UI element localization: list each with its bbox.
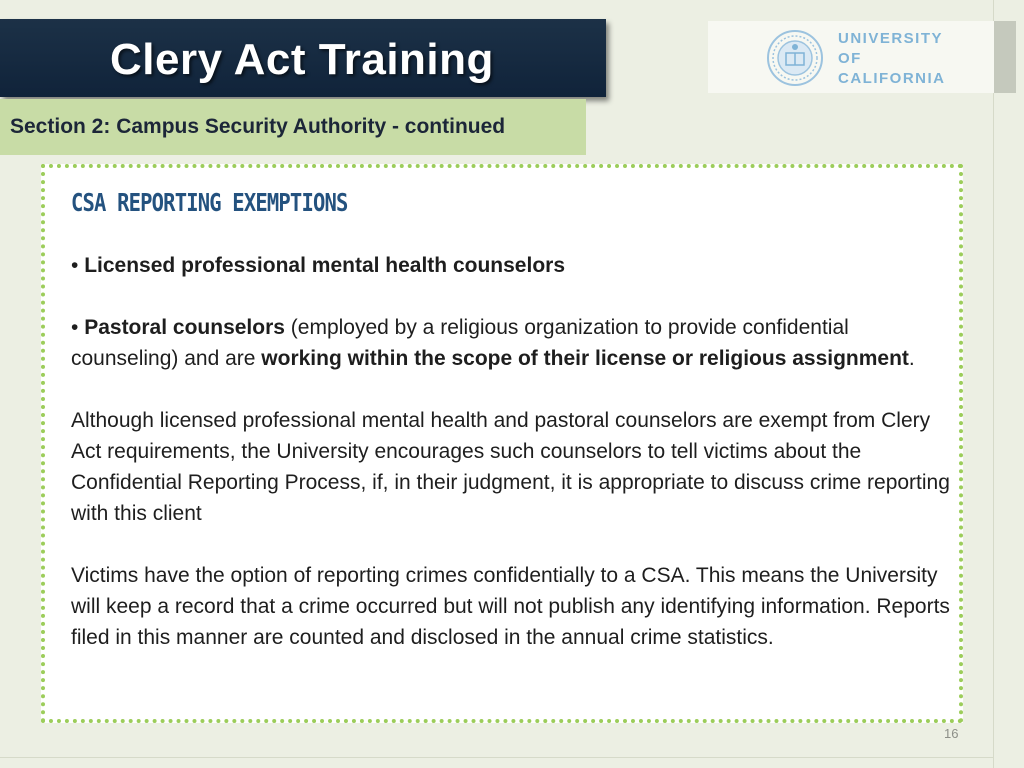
content-panel: [41, 164, 963, 723]
bullet-bold-text: working within the scope of their license or religious assignment: [261, 347, 909, 370]
logo-line-3: CALIFORNIA: [838, 70, 946, 87]
content-body: [71, 250, 951, 684]
paragraph-confidential-reporting: Victims have the option of reporting crimes confidentially to a CSA. This means the University will keep a record that a crime occurred but will not publish any identifying information. Reports filed in this manner are counted and disclosed in the annual crime statistics.: [71, 564, 950, 649]
bullet-text: (employed by a religious organization to provide confidential counseling) and are: [71, 316, 849, 370]
section-band: [0, 99, 586, 155]
bullet-text: .: [908, 347, 915, 370]
bullet-bold-text: Pastoral counselors: [84, 316, 285, 339]
logo-line-1: UNIVERSITY: [838, 30, 944, 47]
section-label: Section 2: Campus Security Authority - continued: [10, 115, 506, 138]
logo-side-strip: [994, 21, 1016, 93]
logo-wordmark: [838, 29, 946, 89]
bottom-edge-rule: [0, 757, 994, 758]
bullet-item-pastoral: [71, 312, 951, 374]
bullet-mark: •: [71, 316, 79, 339]
content-heading: CSA REPORTING EXEMPTIONS: [71, 188, 348, 217]
logo-line-2: OF: [838, 50, 862, 67]
university-seal-icon: [766, 29, 824, 87]
right-edge-rule: [993, 0, 994, 768]
page-number: 16: [944, 726, 959, 741]
bullet-item-counselors: [71, 250, 951, 281]
uc-logo: [708, 21, 994, 93]
paragraph-exemption-note: Although licensed professional mental health and pastoral counselors are exempt from Clery Act requirements, the University encourages such counselors to tell victims about the Confidential Reporting Process, if, in their judgment, it is appropriate to discuss crime reporting with this client: [71, 409, 950, 525]
title-banner: [0, 19, 606, 97]
bullet-mark: •: [71, 254, 79, 277]
bullet-bold-text: Licensed professional mental health counselors: [84, 254, 565, 277]
slide-title: Clery Act Training: [110, 35, 494, 84]
